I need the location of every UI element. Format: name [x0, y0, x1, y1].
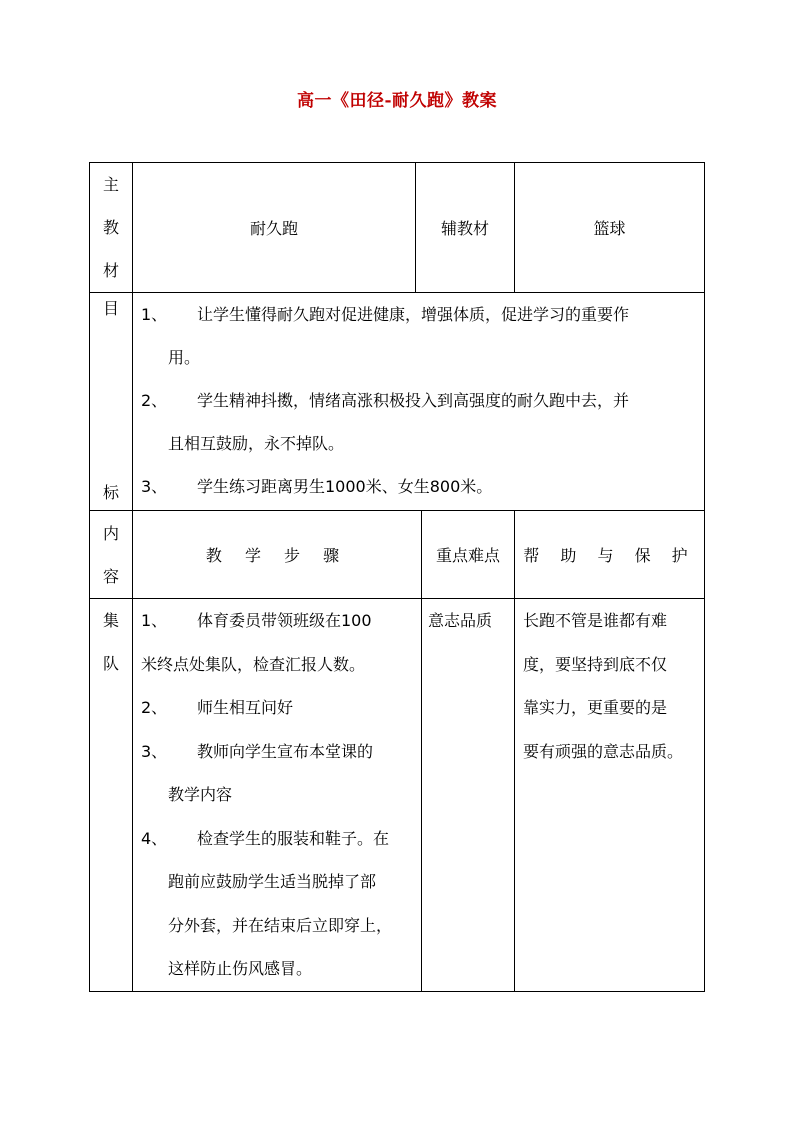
step-item: [141, 817, 415, 861]
goal-number: 3、: [141, 477, 168, 496]
step-text-continued: 米终点处集队，检查汇报人数。: [141, 654, 366, 674]
key-points-text: 意志品质: [428, 611, 493, 630]
assembly-key-points: [422, 599, 515, 992]
goal-item: [141, 465, 700, 508]
lesson-plan-table: [89, 162, 705, 992]
step-text-continued: 跑前应鼓励学生适当脱掉了部: [168, 872, 377, 891]
goal-text-continued: 用。: [168, 348, 201, 367]
goal-text: 让学生懂得耐久跑对促进健康，增强体质，促进学习的重要作: [197, 305, 630, 324]
label-char: 教: [102, 218, 119, 237]
step-item: [141, 599, 415, 643]
goal-number: 1、: [141, 305, 168, 324]
help-text-line: 靠实力，更重要的是: [523, 698, 668, 717]
step-number: 1、: [141, 611, 168, 630]
goal-text: 学生精神抖擞，情绪高涨积极投入到高强度的耐久跑中去，并: [197, 391, 630, 410]
label-char: 队: [102, 654, 119, 673]
aux-material-label-text: 辅教材: [441, 219, 490, 238]
steps-header-text: 教 学 步 骤: [205, 546, 349, 565]
help-header: [515, 511, 705, 599]
step-text-continued: 分外套，并在结束后立即穿上，: [168, 915, 393, 935]
goals-content: [133, 293, 705, 511]
content-header-row: [90, 511, 705, 599]
step-text: 检查学生的服装和鞋子。在: [197, 828, 390, 848]
help-text-line: 要有顽强的意志品质。: [523, 741, 684, 761]
steps-header: [133, 511, 422, 599]
goals-label: [90, 293, 133, 511]
step-text: 体育委员带领班级在100: [197, 611, 372, 630]
step-number: 3、: [141, 741, 168, 761]
goal-item: [141, 293, 700, 336]
main-material-text: 耐久跑: [249, 219, 298, 238]
label-char: 内: [102, 523, 119, 543]
key-points-header: [422, 511, 515, 599]
step-text: 教师向学生宣布本堂课的: [197, 741, 374, 761]
help-text-line: 长跑不管是谁都有难: [523, 611, 668, 630]
goals-row: [90, 293, 705, 511]
step-number: 4、: [141, 828, 168, 848]
goals-label-bottom: 标: [102, 482, 119, 502]
key-points-header-text: 重点难点: [436, 546, 501, 565]
step-text: 师生相互问好: [197, 698, 294, 717]
assembly-help: [515, 599, 705, 992]
content-label: [90, 511, 133, 599]
main-material-label: [90, 163, 133, 293]
assembly-label: [90, 599, 133, 992]
label-char: 容: [102, 566, 119, 586]
label-char: 材: [102, 261, 119, 280]
step-item: [141, 686, 415, 730]
aux-material-value: [515, 163, 705, 293]
goal-text-continued: 且相互鼓励，永不掉队。: [168, 434, 345, 453]
goals-label-top: 目: [102, 298, 119, 318]
aux-material-label: [416, 163, 515, 293]
help-text-line: 度，要坚持到底不仅: [523, 654, 668, 674]
goal-item: [141, 379, 700, 422]
assembly-steps: [133, 599, 422, 992]
step-item: [141, 730, 415, 774]
page-title: 高一《田径-耐久跑》教案: [296, 91, 498, 111]
step-text-continued: 这样防止伤风感冒。: [168, 959, 313, 978]
step-number: 2、: [141, 698, 168, 717]
main-material-value: [133, 163, 416, 293]
label-char: 集: [102, 611, 119, 630]
goal-number: 2、: [141, 391, 168, 410]
label-char: 主: [102, 175, 119, 194]
aux-material-text: 篮球: [593, 219, 626, 238]
goal-text: 学生练习距离男生1000米、女生800米。: [197, 477, 493, 496]
help-header-text: 帮 助 与 保 护: [523, 546, 696, 565]
assembly-row: [90, 599, 705, 992]
material-row: [90, 163, 705, 293]
step-text-continued: 教学内容: [168, 785, 233, 804]
